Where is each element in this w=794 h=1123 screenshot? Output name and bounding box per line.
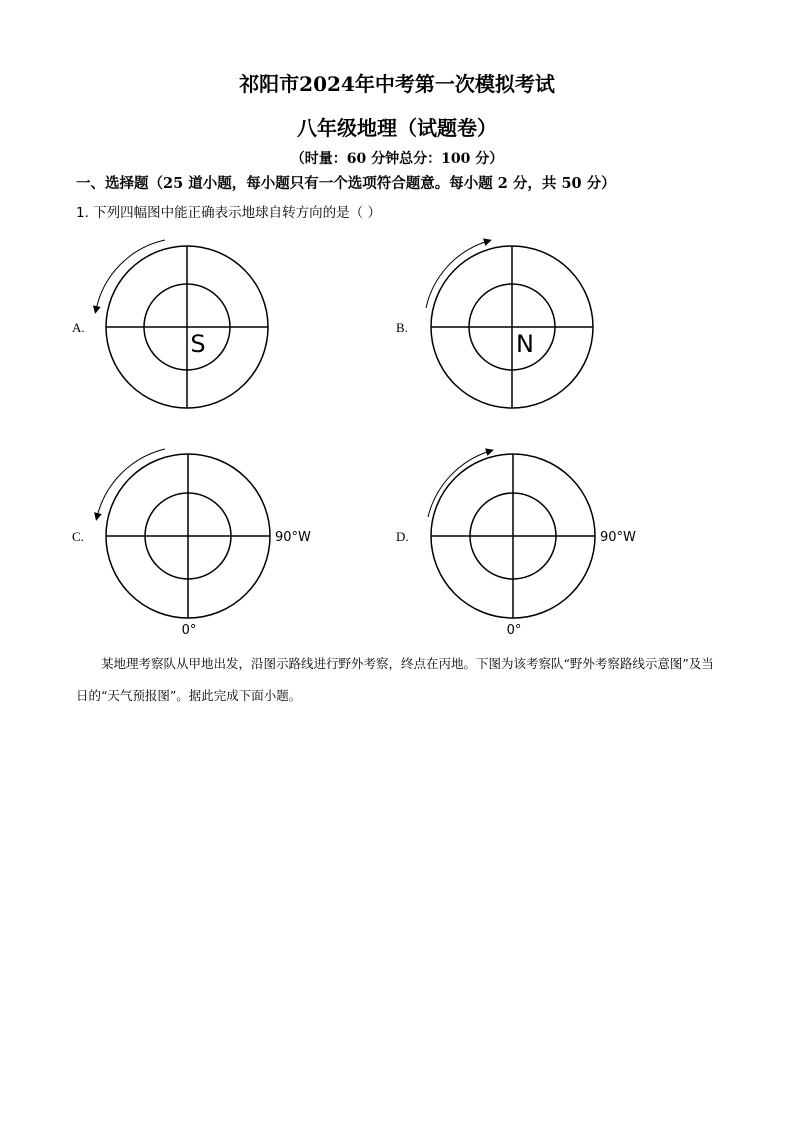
longitude-label-c-right: 90°W [275, 530, 311, 545]
exam-subtitle: 八年级地理（试题卷） [297, 116, 497, 140]
option-a-label: A. [72, 320, 85, 335]
diagram-c [97, 449, 311, 638]
longitude-label-c-bottom: 0° [181, 623, 197, 638]
diagram-b [426, 241, 593, 408]
option-c-label: C. [72, 529, 84, 544]
question-1-stem: 1. 下列四幅图中能正确表示地球自转方向的是（ ） [76, 205, 381, 221]
exam-title: 祁阳市2024年中考第一次模拟考试 [239, 72, 555, 96]
section-heading: 一、选择题（25 道小题，每小题只有一个选项符合题意。每小题 2 分，共 50 分） [76, 175, 616, 192]
exam-meta: （时量：60 分钟总分：100 分） [290, 151, 504, 167]
diagram-a [96, 240, 268, 408]
pole-letter-a: S [190, 330, 206, 358]
longitude-label-d-bottom: 0° [506, 623, 522, 638]
option-b-label: B. [396, 320, 408, 335]
reading-passage: 某地理考察队从甲地出发，沿图示路线进行野外考察，终点在丙地。下图为该考察队“野外考察路线示意图”及当日的“天气预报图”。据此完成下面小题。 [76, 656, 714, 703]
option-d-label: D. [396, 529, 409, 544]
pole-letter-b: N [516, 330, 534, 358]
diagram-d [428, 451, 636, 638]
rotation-arrow-b [426, 241, 488, 308]
longitude-label-d-right: 90°W [600, 530, 636, 545]
rotation-arrow-c [97, 449, 165, 517]
